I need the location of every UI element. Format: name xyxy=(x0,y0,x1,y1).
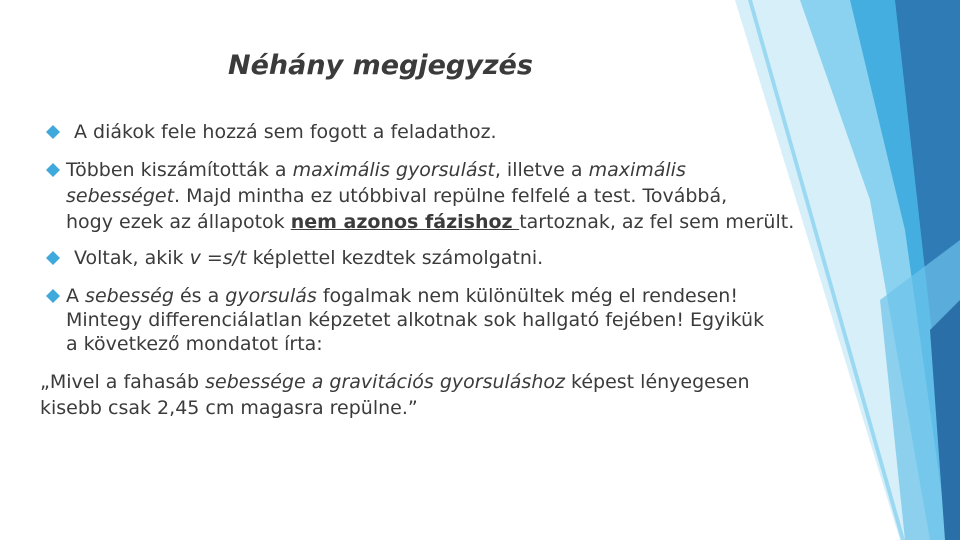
italic-term: maximális xyxy=(588,159,686,181)
italic-term: sebesség xyxy=(85,285,174,307)
text-run: , illetve a xyxy=(494,159,589,181)
bullet-text-line xyxy=(66,209,794,235)
bullet-text-line xyxy=(74,245,543,271)
underlined-term: nem azonos fázishoz xyxy=(290,211,520,233)
text-run: fogalmak nem különültek még el rendesen! xyxy=(316,285,738,307)
bullet-diamond-icon xyxy=(46,163,60,177)
italic-term: sebessége a gravitációs gyorsuláshoz xyxy=(205,371,565,393)
italic-term: maximális gyorsulást xyxy=(292,159,495,181)
text-run: képlettel kezdtek számolgatni. xyxy=(246,247,544,269)
formula: v =s/t xyxy=(189,247,247,269)
bullet-diamond-icon xyxy=(46,125,60,139)
text-run: és a xyxy=(173,285,226,307)
slide-title: Néhány megjegyzés xyxy=(228,50,533,81)
text-run: hogy ezek az állapotok xyxy=(66,211,291,233)
bullet-diamond-icon xyxy=(46,289,60,303)
bullet-text-line: a következő mondatot írta: xyxy=(66,333,323,355)
text-run: „Mivel a fahasáb xyxy=(40,371,206,393)
bullet-text-line xyxy=(66,157,686,183)
text-run: tartoznak, az fel sem merült. xyxy=(519,211,795,233)
italic-term: sebességet xyxy=(66,185,175,207)
bullet-text: A diákok fele hozzá sem fogott a feladathoz. xyxy=(74,121,497,143)
text-run: A xyxy=(66,285,86,307)
bullet-text-line xyxy=(66,283,738,309)
bullet-text-line: Mintegy differenciálatlan képzetet alkotnak sok hallgató fejében! Egyikük xyxy=(66,309,765,331)
italic-term: gyorsulás xyxy=(225,285,317,307)
text-run: Voltak, akik xyxy=(74,247,190,269)
bullet-text-line xyxy=(66,183,727,209)
text-run: . Majd mintha ez utóbbival repülne felfelé a test. Továbbá, xyxy=(174,185,728,207)
text-run: képest lényegesen xyxy=(564,371,750,393)
quote-line: kisebb csak 2,45 cm magasra repülne.” xyxy=(40,397,418,419)
bullet-diamond-icon xyxy=(46,251,60,265)
quote-line xyxy=(40,369,750,395)
text-run: Többen kiszámították a xyxy=(66,159,293,181)
